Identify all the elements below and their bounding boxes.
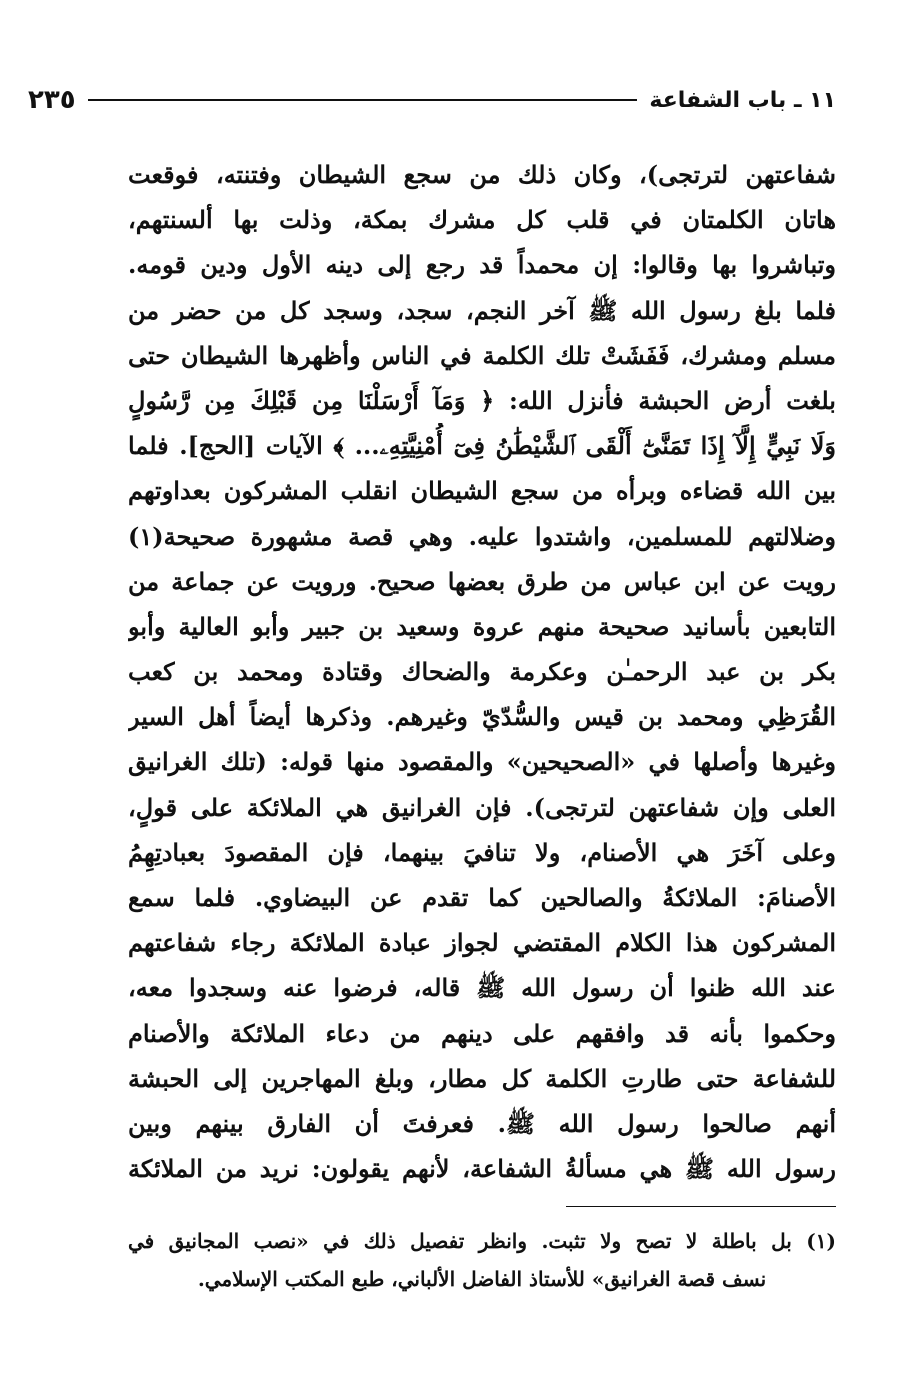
text-line: العلى وإن شفاعتهن لترتجى). فإن الغرانيق هي الملائكة على قولٍ،: [128, 792, 836, 822]
footnote-separator: [566, 1206, 836, 1207]
text-line: شفاعتهن لترتجى)، وكان ذلك من سجع الشيطان وفتنته، فوقعت: [128, 160, 836, 189]
footnote-line: (١) بل باطلة لا تصح ولا تثبت. وانظر تفصيل ذلك في «نصب المجانيق في: [128, 1229, 836, 1253]
text-line: الأصنامَ: الملائكةُ والصالحين كما تقدم عن البيضاوي. فلما سمع: [128, 883, 836, 912]
text-line: مسلم ومشرك، فَفَشَتْ تلك الكلمة في الناس وأظهرها الشيطان حتى: [128, 340, 836, 370]
text-line: بلغت أرض الحبشة فأنزل الله: ﴿ وَمَآ أَرْسَلْنَا مِن قَبْلِكَ مِن رَّسُولٍ: [128, 385, 836, 415]
header-rule: [88, 99, 638, 101]
text-line: وتباشروا بها وقالوا: إن محمداً قد رجع إلى دينه الأول ودين قومه.: [128, 250, 836, 280]
text-line: المشركون هذا الكلام المقتضي لجواز عبادة الملائكة رجاء شفاعتهم: [128, 928, 836, 958]
footnotes: [128, 1222, 836, 1298]
chapter-title: ١١ ـ باب الشفاعة: [649, 87, 836, 113]
text-line: أنهم صالحوا رسول الله ﷺ. فعرفتَ أن الفارق بينهم وبين: [128, 1108, 836, 1138]
text-line: التابعين بأسانيد صحيحة منهم عروة وسعيد بن جبير وأبو العالية وأبو: [128, 611, 836, 641]
main-text: [128, 152, 836, 1191]
text-line: القُرَظِي ومحمد بن قيس والسُّدّيّ وغيرهم. وذكرها أيضاً أهل السير: [128, 702, 836, 732]
running-header: [28, 80, 836, 120]
text-line: وضلالتهم للمسلمين، واشتدوا عليه. وهي قصة مشهورة صحيحة(١): [128, 521, 836, 551]
footnote-line: نسف قصة الغرانيق» للأستاذ الفاضل الألباني، طبع المكتب الإسلامي.: [197, 1267, 767, 1291]
text-line: وحكموا بأنه قد وافقهم على دينهم من دعاء الملائكة والأصنام: [128, 1018, 836, 1048]
text-line: هاتان الكلمتان في قلب كل مشرك بمكة، وذلت بها ألسنتهم،: [128, 205, 836, 235]
text-line: وَلَا نَبِيٍّ إِلَّآ إِذَا تَمَنَّىٰٓ أَلْقَى ٱلشَّيْطَٰنُ فِىٓ أُمْنِيَّتِهِۦ... ﴾ الآيات [الحج]. فلما: [128, 431, 836, 461]
text-line: عند الله ظنوا أن رسول الله ﷺ قاله، فرضوا عنه وسجدوا معه،: [128, 973, 836, 1003]
text-line: وعلى آخَرَ هي الأصنام، ولا تنافيَ بينهما، فإن المقصودَ بعبادتِهِمُ: [128, 837, 836, 867]
text-line: وغيرها وأصلها في «الصحيحين» والمقصود منها قوله: (تلك الغرانيق: [128, 747, 836, 777]
text-line: للشفاعة حتى طارتِ الكلمة كل مطار، وبلغ المهاجرين إلى الحبشة: [128, 1063, 836, 1093]
text-line: رويت عن ابن عباس من طرق بعضها صحيح. ورويت عن جماعة من: [128, 566, 836, 596]
text-line: بكر بن عبد الرحمـٰن وعكرمة والضحاك وقتادة ومحمد بن كعب: [128, 657, 836, 687]
page-number: ٢٣٥: [28, 85, 76, 115]
text-line: فلما بلغ رسول الله ﷺ آخر النجم، سجد، وسجد كل من حضر من: [128, 295, 836, 325]
text-line: رسول الله ﷺ هي مسألةُ الشفاعة، لأنهم يقولون: نريد من الملائكة: [128, 1154, 836, 1184]
text-line: بين الله قضاءه وبرأه من سجع الشيطان انقلب المشركون بعداوتهم: [128, 476, 836, 506]
